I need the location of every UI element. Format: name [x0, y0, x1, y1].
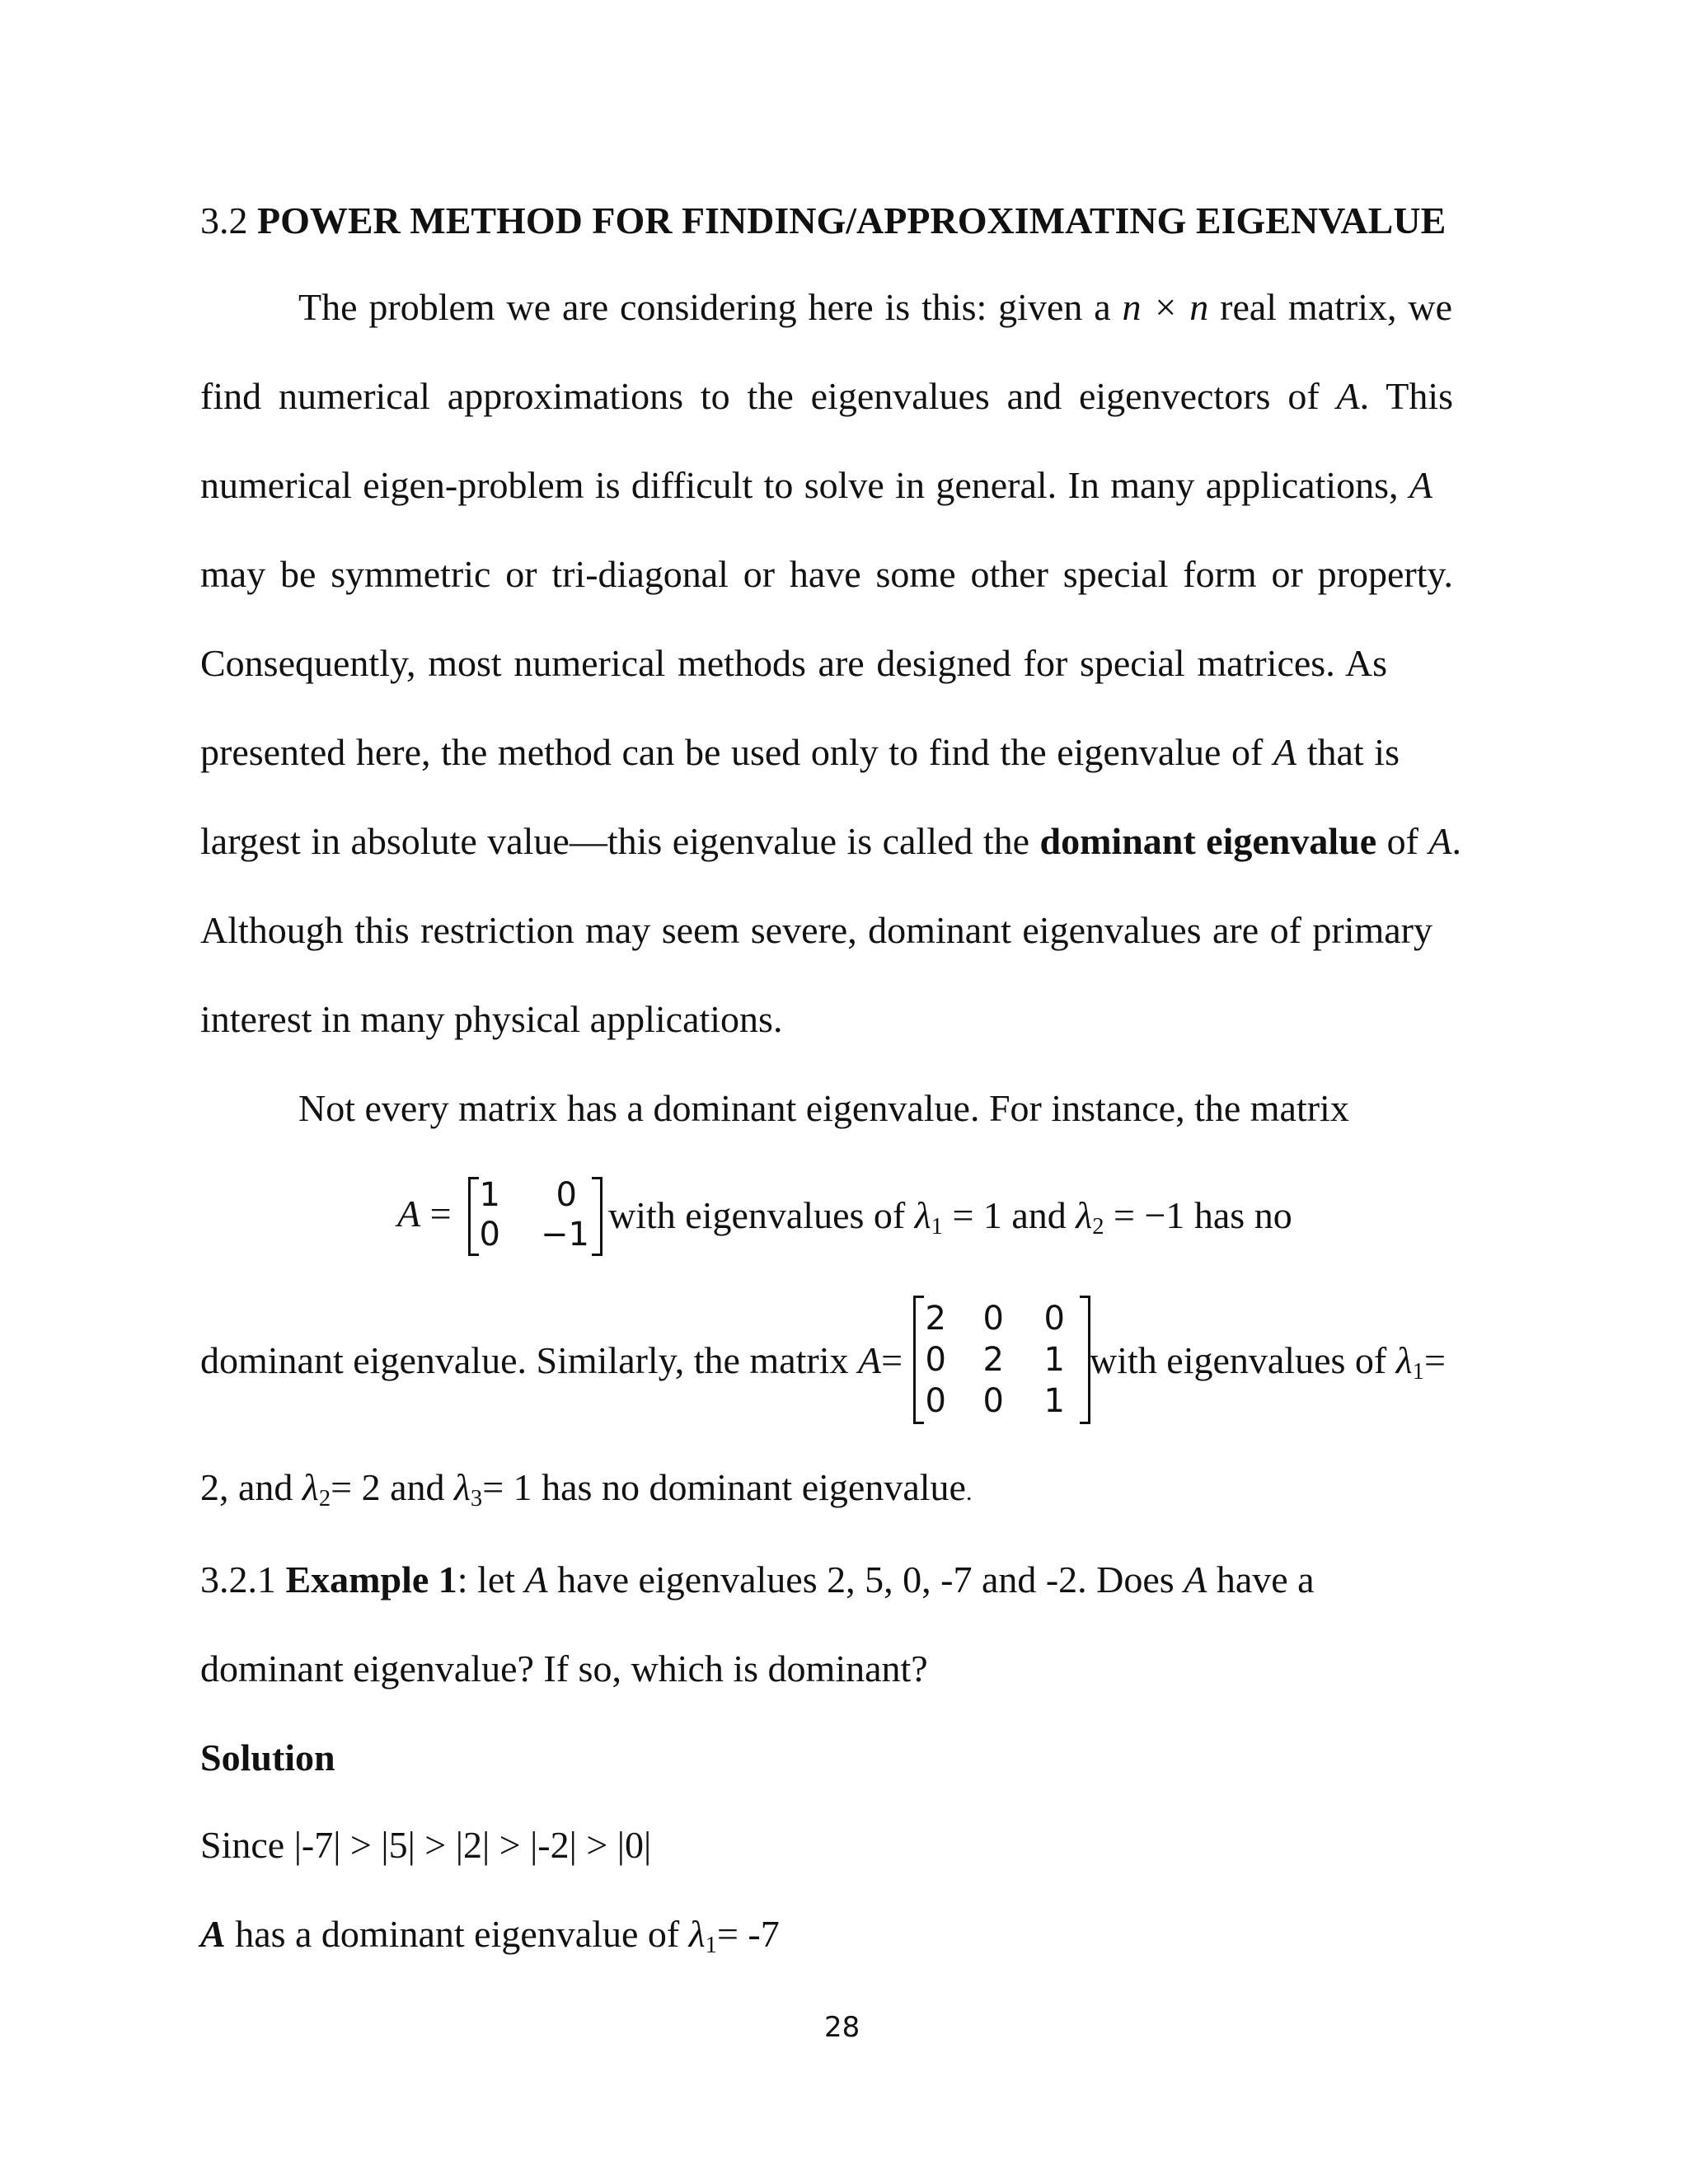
para2-line4: 2, and $\lambda_2= 2$ and $\lambda_3= 1$ has no dominant eigenvalue.: [200, 1466, 973, 1512]
matrix2-cell: 1: [1043, 1341, 1065, 1379]
example-line2: dominant eigenvalue? If so, which is dominant?: [200, 1647, 928, 1690]
para1-line6: presented here, the method can be used only to find the eigenvalue of A that is: [200, 731, 1400, 773]
para1-line9: interest in many physical applications.: [200, 998, 783, 1040]
n-by-n: n × n: [1122, 286, 1209, 328]
para1-line4: may be symmetric or tri-diagonal or have some other special form or property.: [200, 553, 1453, 595]
matrix1-cell: 0: [479, 1216, 500, 1254]
dominant-eigenvalue-term: dominant eigenvalue: [1039, 820, 1377, 862]
para1-line1: The problem we are considering here is this: given a n × n real matrix, we: [298, 286, 1452, 328]
matrix2-cell: 0: [982, 1300, 1004, 1338]
para1-line3: numerical eigen-problem is difficult to solve in general. In many applications, A: [200, 464, 1432, 506]
matrix2-cell: 0: [925, 1341, 946, 1379]
matrix2-cell: 2: [925, 1300, 946, 1338]
para2-line3: dominant eigenvalue. Similarly, the matrix A=: [200, 1339, 903, 1381]
matrix2-cell: 0: [925, 1382, 946, 1420]
matrix1-cell: −1: [541, 1216, 589, 1254]
matrix2-cell: 1: [1043, 1382, 1065, 1420]
solution-line2: A has a dominant eigenvalue of $\lambda_1= -7$: [200, 1913, 780, 1959]
solution-heading: Solution: [200, 1736, 335, 1779]
matrix2-cell: 2: [982, 1341, 1004, 1379]
matrix1-description: with eigenvalues of $\lambda_1 = 1$ and $\lambda_2 = -1$ has no: [608, 1194, 1292, 1240]
page-number: 28: [824, 2011, 860, 2044]
para1-line2: find numerical approximations to the eigenvalues and eigenvectors of A. This: [200, 375, 1454, 417]
para1-line7: largest in absolute value—this eigenvalue is called the dominant eigenvalue of A.: [200, 820, 1461, 862]
example-line1: 3.2.1 Example 1: let A have eigenvalues 2, 5, 0, -7 and -2. Does A have a: [200, 1558, 1315, 1601]
matrix1-cell: 0: [556, 1176, 577, 1214]
matrix1-lhs: A =: [397, 1193, 452, 1235]
para1-line8: Although this restriction may seem severe, dominant eigenvalues are of primary: [200, 909, 1432, 951]
para2-line1: Not every matrix has a dominant eigenvalue. For instance, the matrix: [298, 1087, 1349, 1129]
matrix1-cell: 1: [479, 1176, 500, 1214]
example-label: Example 1: [285, 1558, 457, 1601]
matrix1-right-bracket: [592, 1177, 603, 1256]
section-heading: [200, 199, 1447, 241]
section-title: POWER METHOD FOR FINDING/APPROXIMATING EIGENVALUE: [257, 199, 1447, 241]
matrix2-description: with eigenvalues of $\lambda_1=$: [1090, 1339, 1446, 1385]
solution-line1: Since |-7| > |5| > |2| > |-2| > |0|: [200, 1824, 652, 1866]
section-number: 3.2: [200, 199, 248, 241]
para1-line5: Consequently, most numerical methods are designed for special matrices. As: [200, 642, 1387, 684]
matrix2-cell: 0: [1043, 1300, 1065, 1338]
matrix2-cell: 0: [982, 1382, 1004, 1420]
